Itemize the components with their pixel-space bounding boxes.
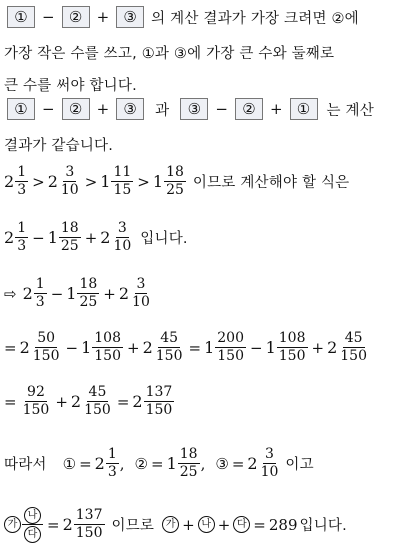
line-1 <box>4 6 359 28</box>
numerator: 1 <box>35 276 45 292</box>
greater-than: > <box>84 172 98 191</box>
greater-than: > <box>32 172 45 191</box>
line-11-end: 이고 <box>285 457 314 473</box>
mixed-whole: 2 <box>62 515 73 534</box>
plus-sign: + <box>103 284 116 303</box>
numerator: 200 <box>217 330 244 346</box>
fraction <box>34 276 47 311</box>
fraction <box>74 507 105 542</box>
denominator: 150 <box>22 402 50 418</box>
numerator: 1 <box>17 164 27 180</box>
numerator: 18 <box>166 164 184 180</box>
denominator: 3 <box>17 238 27 254</box>
fraction <box>130 276 152 311</box>
therefore-text: 따라서 <box>4 457 47 473</box>
numerator: 18 <box>79 276 98 292</box>
line-6-comparison <box>4 164 349 199</box>
mixed-whole: 1 <box>100 172 111 191</box>
denominator: 3 <box>17 182 27 198</box>
circle-ka: 가 <box>4 516 21 533</box>
line-8-calculation <box>4 276 153 311</box>
equals-sign: = <box>47 515 60 534</box>
circle-number-3: ③ <box>215 454 229 473</box>
arrow-icon: ⇨ <box>4 284 17 303</box>
denominator: 10 <box>113 238 132 254</box>
blank-box-1: ① <box>7 98 35 120</box>
numerator: 92 <box>27 384 45 400</box>
equals-sign: = <box>79 454 92 473</box>
fraction <box>31 330 62 365</box>
fraction <box>59 220 81 255</box>
numerator: 137 <box>145 384 173 400</box>
denominator: 150 <box>340 348 367 364</box>
mixed-whole: 2 <box>47 172 58 191</box>
mixed-whole: 2 <box>142 338 153 357</box>
equals-sign: = <box>253 515 266 534</box>
equals-sign: = <box>116 392 130 411</box>
numerator: 50 <box>37 330 56 346</box>
mixed-whole: 2 <box>118 284 130 303</box>
numerator <box>22 506 43 525</box>
fraction <box>215 330 246 365</box>
line-10-calculation <box>4 384 175 419</box>
circle-na: 나 <box>24 507 41 524</box>
denominator: 25 <box>79 294 98 310</box>
fraction <box>164 164 186 199</box>
mixed-whole: 1 <box>81 338 92 357</box>
denominator: 150 <box>32 348 60 364</box>
fraction <box>82 384 113 419</box>
circle-da: 다 <box>24 526 41 543</box>
fraction <box>15 164 28 199</box>
mixed-whole: 2 <box>132 392 143 411</box>
mixed-whole: 1 <box>152 172 164 191</box>
numerator: 108 <box>278 330 306 346</box>
mixed-whole: 1 <box>265 338 276 357</box>
numerator: 1 <box>107 446 117 462</box>
mixed-whole: 2 <box>70 392 82 411</box>
circle-number-1: ① <box>62 454 77 473</box>
blank-box-3: ③ <box>116 6 144 28</box>
numerator: 11 <box>113 164 132 180</box>
minus-sign: − <box>42 8 55 26</box>
denominator: 25 <box>60 238 79 254</box>
numerator: 137 <box>75 507 103 523</box>
mixed-whole: 2 <box>4 172 15 191</box>
plus-sign: + <box>84 228 98 247</box>
line-6-text: 이므로 계산해야 할 식은 <box>192 175 350 191</box>
plus-sign: + <box>311 338 325 357</box>
line-11-result <box>4 446 314 481</box>
mixed-whole: 2 <box>247 454 258 473</box>
denominator: 25 <box>166 182 184 198</box>
plus-sign: + <box>127 338 140 357</box>
denominator: 150 <box>75 525 103 541</box>
numerator: 1 <box>17 220 27 236</box>
denominator: 10 <box>260 464 279 480</box>
numerator: 18 <box>179 446 198 462</box>
circle-da: 다 <box>233 516 250 533</box>
line-5: 결과가 같습니다. <box>4 138 114 154</box>
plus-sign: + <box>96 8 110 26</box>
numerator: 18 <box>60 220 79 236</box>
since-text: 이므로 <box>111 518 155 534</box>
result-value: 289 <box>268 515 298 534</box>
mixed-whole: 2 <box>327 338 338 357</box>
plus-sign: + <box>182 515 195 534</box>
blank-box-2b: ② <box>235 98 263 120</box>
numerator: 45 <box>160 330 179 346</box>
fraction <box>106 446 119 481</box>
line-3: 큰 수를 써야 합니다. <box>4 78 137 94</box>
equals-sign: = <box>231 454 245 473</box>
comma: , <box>119 454 125 473</box>
fraction <box>21 384 52 419</box>
plus-sign: + <box>55 392 68 411</box>
fraction <box>77 276 99 311</box>
mixed-whole: 2 <box>4 228 15 247</box>
fraction <box>22 506 43 543</box>
line-7-text: 입니다. <box>140 231 188 247</box>
numerator: 3 <box>265 446 274 462</box>
minus-sign: − <box>65 338 79 357</box>
equals-sign: = <box>4 338 17 357</box>
mixed-whole: 2 <box>22 284 33 303</box>
numerator: 3 <box>65 164 75 180</box>
blank-box-3: ③ <box>116 98 144 120</box>
circle-ka: 가 <box>162 516 179 533</box>
minus-sign: − <box>50 284 64 303</box>
fraction <box>111 220 133 255</box>
denominator: 10 <box>60 182 79 198</box>
fraction <box>178 446 200 481</box>
fraction <box>92 330 123 365</box>
numerator: 108 <box>94 330 121 346</box>
numerator: 45 <box>88 384 107 400</box>
denominator: 15 <box>113 182 132 198</box>
plus-sign-b: + <box>269 100 283 118</box>
line-7-expression <box>4 220 188 255</box>
and-text: 과 <box>155 102 170 119</box>
denominator: 150 <box>278 348 306 364</box>
equals-sign: = <box>151 454 164 473</box>
greater-than: > <box>137 172 150 191</box>
comma: , <box>200 454 206 473</box>
mixed-whole: 1 <box>204 338 215 357</box>
line-12-final <box>4 506 347 543</box>
fraction <box>111 164 133 199</box>
minus-sign: − <box>42 100 55 118</box>
denominator: 150 <box>217 348 244 364</box>
line-4 <box>4 98 374 120</box>
mixed-whole: 2 <box>19 338 30 357</box>
fraction <box>259 446 281 481</box>
fraction <box>144 384 175 419</box>
mixed-whole: 1 <box>47 228 58 247</box>
line-9-calculation <box>4 330 370 365</box>
denominator: 10 <box>132 294 150 310</box>
denominator: 150 <box>155 348 183 364</box>
circle-number-2: ② <box>134 454 148 473</box>
equals-sign: = <box>4 392 17 411</box>
denominator: 25 <box>179 464 198 480</box>
numerator: 3 <box>136 276 146 292</box>
circle-na: 나 <box>198 516 215 533</box>
fraction <box>15 220 28 255</box>
denominator <box>22 525 43 543</box>
denominator: 150 <box>94 348 121 364</box>
numerator: 3 <box>117 220 127 236</box>
line-2: 가장 작은 수를 쓰고, ①과 ③에 가장 큰 수와 둘째로 <box>4 46 335 62</box>
mixed-whole: 2 <box>100 228 111 247</box>
blank-box-3b: ③ <box>180 98 208 120</box>
mixed-whole: 1 <box>166 454 177 473</box>
line-12-end: 입니다. <box>299 518 347 534</box>
line-1-text: 의 계산 결과가 가장 크려면 ②에 <box>151 10 359 27</box>
fraction <box>277 330 308 365</box>
fraction <box>59 164 81 199</box>
fraction <box>338 330 369 365</box>
equals-sign: = <box>188 338 202 357</box>
plus-sign: + <box>217 515 231 534</box>
minus-sign: − <box>250 338 263 357</box>
denominator: 150 <box>145 402 173 418</box>
line-4-text: 는 계산 <box>326 102 374 119</box>
blank-box-1: ① <box>7 6 35 28</box>
mixed-whole: 1 <box>66 284 77 303</box>
plus-sign: + <box>96 100 110 118</box>
blank-box-2: ② <box>62 98 90 120</box>
denominator: 3 <box>35 294 45 310</box>
minus-sign-b: − <box>215 100 228 118</box>
minus-sign: − <box>32 228 45 247</box>
mixed-whole: 2 <box>94 454 105 473</box>
denominator: 150 <box>84 402 111 418</box>
blank-box-1b: ① <box>290 98 318 120</box>
blank-box-2: ② <box>62 6 90 28</box>
denominator: 3 <box>107 464 117 480</box>
numerator: 45 <box>344 330 363 346</box>
fraction <box>154 330 185 365</box>
